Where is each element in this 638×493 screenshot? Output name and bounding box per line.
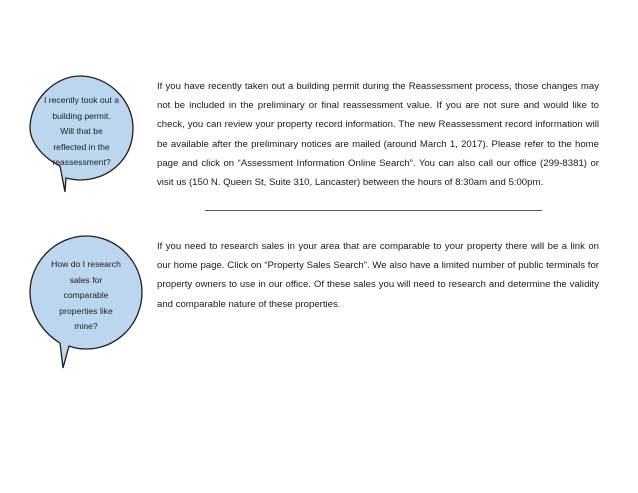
question-line: How do I research xyxy=(51,259,121,269)
question-line: reflected in the xyxy=(53,141,110,152)
question-line: building permit. xyxy=(52,110,111,121)
answer-paragraph-sales: If you need to research sales in your area that are comparable to your property there will be a link on our home page. Click on “Property Sales Search”. We also have a limited number of public terminals for property owners to use in our office. Of these sales you will need to research and determine the validity and comparable nature of these properties. xyxy=(157,241,599,310)
question-line: mine? xyxy=(74,321,98,331)
question-line: Will that be xyxy=(60,126,103,136)
question-line: sales for xyxy=(69,274,103,285)
question-line: properties like xyxy=(59,305,113,316)
answer-paragraph-permit: If you have recently taken out a building permit during the Reassessment process, those changes may not be included in the preliminary or final reassessment value. If you are not sure and would like to check, you can review your property record information. The new Reassessment record information will be available after the preliminary notices are mailed (around March 1, 2017). Please refer to the home page and click on “Assessment Information Online Search”. You can also call our office (299-8381) or visit us (150 N. Queen St, Suite 310, Lancaster) between the hours of 8:30am and 5:00pm. xyxy=(157,81,599,189)
question-line: reassessment? xyxy=(52,157,111,167)
question-line: I recently took out a xyxy=(44,95,119,105)
question-line: comparable xyxy=(63,290,109,300)
